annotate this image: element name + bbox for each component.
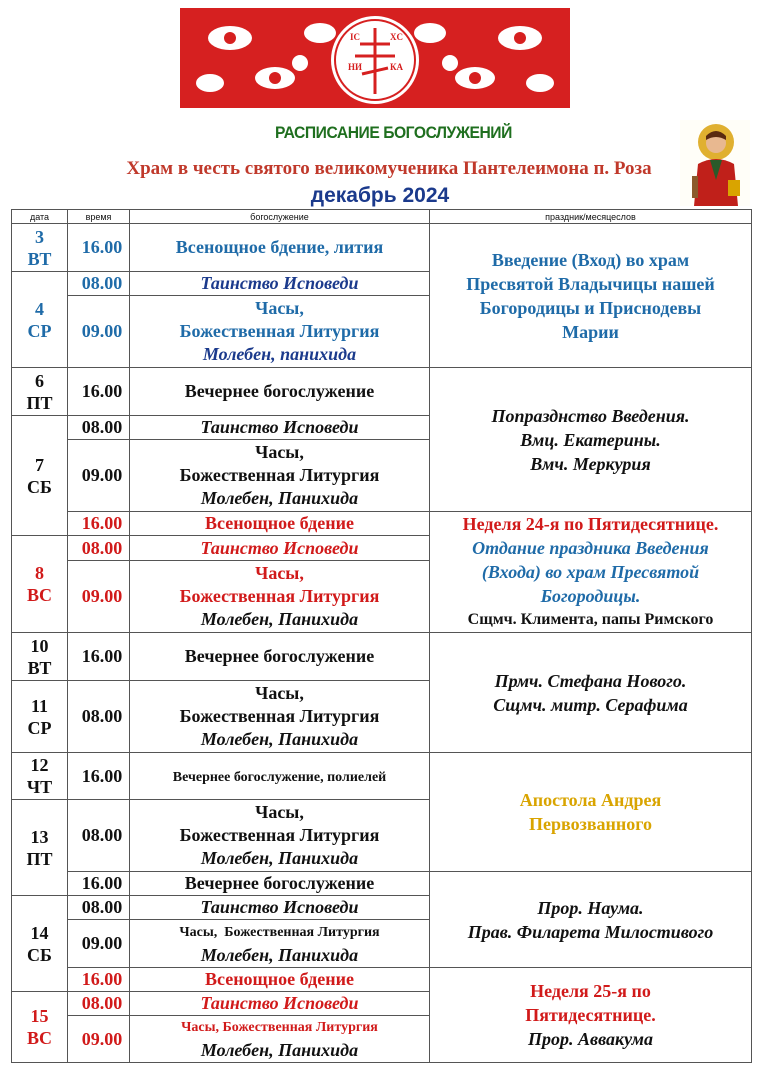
service-cell [130,753,430,800]
feast-line: Марии [562,321,619,342]
date-cell [12,896,68,992]
feast-line: Прав. Филарета Милостивого [467,921,714,942]
feast-line: Сщмч. Климента, папы Римского [467,611,714,628]
service-cell [130,800,430,872]
column-header-service: богослужение [130,210,430,224]
feast-line: Прор. Аввакума [528,1029,653,1049]
service-cell [130,416,430,440]
time-cell: 16.00 [68,368,130,416]
service-cell [130,968,430,992]
date-weekday: ПТ [26,392,53,413]
date-cell [12,272,68,368]
date-number: 10 [30,635,49,656]
date-number: 15 [30,1006,49,1026]
service-cell [130,512,430,536]
date-weekday: СР [27,320,52,341]
date-cell [12,633,68,681]
service-text: Таинство Исповеди [200,537,359,558]
feast-cell [430,633,752,753]
svg-text:КА: КА [390,62,404,72]
service-text: Молебен, Панихида [200,609,359,629]
service-text: Божественная Литургия [179,465,380,485]
service-text: Таинство Исповеди [200,897,359,917]
time-cell: 08.00 [68,992,130,1016]
service-cell [130,536,430,561]
time-cell: 08.00 [68,416,130,440]
date-number: 12 [30,755,49,775]
feast-cell [430,224,752,368]
time-cell: 08.00 [68,536,130,561]
service-text: Таинство Исповеди [200,993,359,1013]
feast-line: Пятидесятнице. [525,1005,656,1025]
date-weekday: ПТ [26,848,53,869]
service-cell [130,992,430,1016]
service-text: Молебен, Панихида [200,848,359,868]
service-cell [130,633,430,681]
column-header-time: время [68,210,130,224]
month-title: декабрь 2024 [310,184,450,207]
time-cell: 16.00 [68,512,130,536]
service-text: Всенощное бдение [204,513,354,533]
service-text: Часы, Божественная Литургия [179,924,380,940]
service-text: Молебен, Панихида [200,944,359,965]
service-text: Молебен, Панихида [200,488,359,508]
table-header-row [12,210,752,224]
service-text: Молебен, Панихида [200,729,359,749]
date-cell [12,368,68,416]
service-text: Божественная Литургия [179,586,380,606]
service-cell [130,1016,430,1063]
date-cell [12,681,68,753]
date-cell [12,753,68,800]
feast-cell [430,872,752,968]
service-cell [130,368,430,416]
service-text: Таинство Исповеди [200,417,359,437]
time-cell: 09.00 [68,1016,130,1063]
feast-line: Пресвятой Владычицы нашей [466,273,715,294]
date-weekday: ВС [26,1028,52,1048]
date-number: 13 [30,826,49,847]
feast-line: Вмч. Меркурия [530,453,651,474]
feast-line: Неделя 24-я по Пятидесятнице. [462,514,719,534]
date-cell [12,536,68,633]
service-cell [130,681,430,753]
date-weekday: ВТ [27,248,52,269]
service-text: Часы, Божественная Литургия [181,1020,378,1035]
feast-line: Неделя 25-я по [530,981,651,1001]
date-number: 3 [35,226,44,247]
schedule-table [11,209,752,1063]
service-text: Часы, [255,802,304,822]
service-text: Вечернее богослужение, полиелей [172,769,387,785]
service-text: Вечернее богослужение [184,646,375,666]
table-row [12,968,752,992]
service-cell [130,896,430,920]
date-weekday: ВТ [27,657,52,678]
column-header-feast: праздник/месяцеслов [430,210,752,224]
time-cell: 09.00 [68,296,130,368]
feast-cell [430,512,752,633]
service-text: Часы, [255,442,304,462]
service-cell [130,224,430,272]
feast-line: Прмч. Стефана Нового. [494,670,687,691]
feast-cell [430,753,752,872]
time-cell: 16.00 [68,224,130,272]
feast-line: (Входа) во храм Пресвятой [481,562,700,582]
service-cell [130,920,430,968]
service-cell [130,561,430,633]
time-cell: 08.00 [68,272,130,296]
feast-line: Введение (Вход) во храм [491,249,690,270]
svg-text:НИ: НИ [348,62,363,72]
table-row [12,224,752,272]
ornament-banner [180,8,570,112]
date-cell [12,992,68,1063]
service-cell [130,272,430,296]
time-cell: 08.00 [68,800,130,872]
service-text: Божественная Литургия [179,706,380,726]
time-cell: 08.00 [68,896,130,920]
service-text: Божественная Литургия [179,825,380,845]
service-text: Часы, [255,298,304,318]
date-weekday: СБ [27,476,52,497]
service-cell [130,296,430,368]
time-cell: 16.00 [68,753,130,800]
date-number: 4 [35,298,44,319]
date-number: 8 [35,563,44,583]
svg-text:XC: XC [390,32,403,42]
church-title: Храм в честь святого великомученика Пантелеимона п. Роза [126,158,652,179]
service-cell [130,872,430,896]
feast-line: Первозванного [528,814,653,834]
feast-line: Попразднство Введения. [491,405,690,426]
date-number: 14 [30,922,49,943]
schedule-title: РАСПИСАНИЕ БОГОСЛУЖЕНИЙ [275,123,512,142]
date-cell [12,800,68,896]
service-text: Всенощное бдение [204,969,354,989]
date-cell [12,416,68,536]
time-cell: 08.00 [68,681,130,753]
feast-line: Богородицы. [540,586,641,606]
time-cell: 16.00 [68,633,130,681]
feast-line: Богородицы и Приснодевы [479,297,702,318]
table-row [12,633,752,681]
table-row [12,368,752,416]
date-number: 11 [30,695,48,716]
table-row [12,512,752,536]
service-text: Молебен, панихида [202,344,357,364]
service-text: Вечернее богослужение [184,381,375,401]
feast-line: Прор. Наума. [537,897,644,918]
service-text: Божественная Литургия [179,321,380,341]
date-weekday: СР [27,717,52,738]
column-header-date: дата [12,210,68,224]
time-cell: 09.00 [68,920,130,968]
feast-cell [430,368,752,512]
time-cell: 16.00 [68,968,130,992]
date-weekday: ВС [26,585,52,605]
feast-line: Вмц. Екатерины. [520,429,661,450]
date-weekday: СБ [27,944,52,965]
service-text: Всенощное бдение, лития [175,237,384,257]
date-number: 7 [35,454,44,475]
table-row [12,872,752,896]
date-weekday: ЧТ [26,777,53,797]
service-text: Вечернее богослужение [184,873,375,893]
service-text: Молебен, Панихида [200,1040,359,1060]
time-cell: 16.00 [68,872,130,896]
feast-line: Апостола Андрея [519,790,662,810]
feast-cell [430,968,752,1063]
date-cell [12,224,68,272]
service-cell [130,440,430,512]
feast-line: Отдание праздника Введения [472,538,709,558]
service-text: Часы, [255,563,304,583]
table-row [12,753,752,800]
svg-text:IC: IC [350,32,361,42]
date-number: 6 [35,370,44,391]
time-cell: 09.00 [68,561,130,633]
service-text: Часы, [255,683,304,703]
feast-line: Сщмч. митр. Серафима [493,694,688,715]
service-text: Таинство Исповеди [200,273,359,293]
time-cell: 09.00 [68,440,130,512]
